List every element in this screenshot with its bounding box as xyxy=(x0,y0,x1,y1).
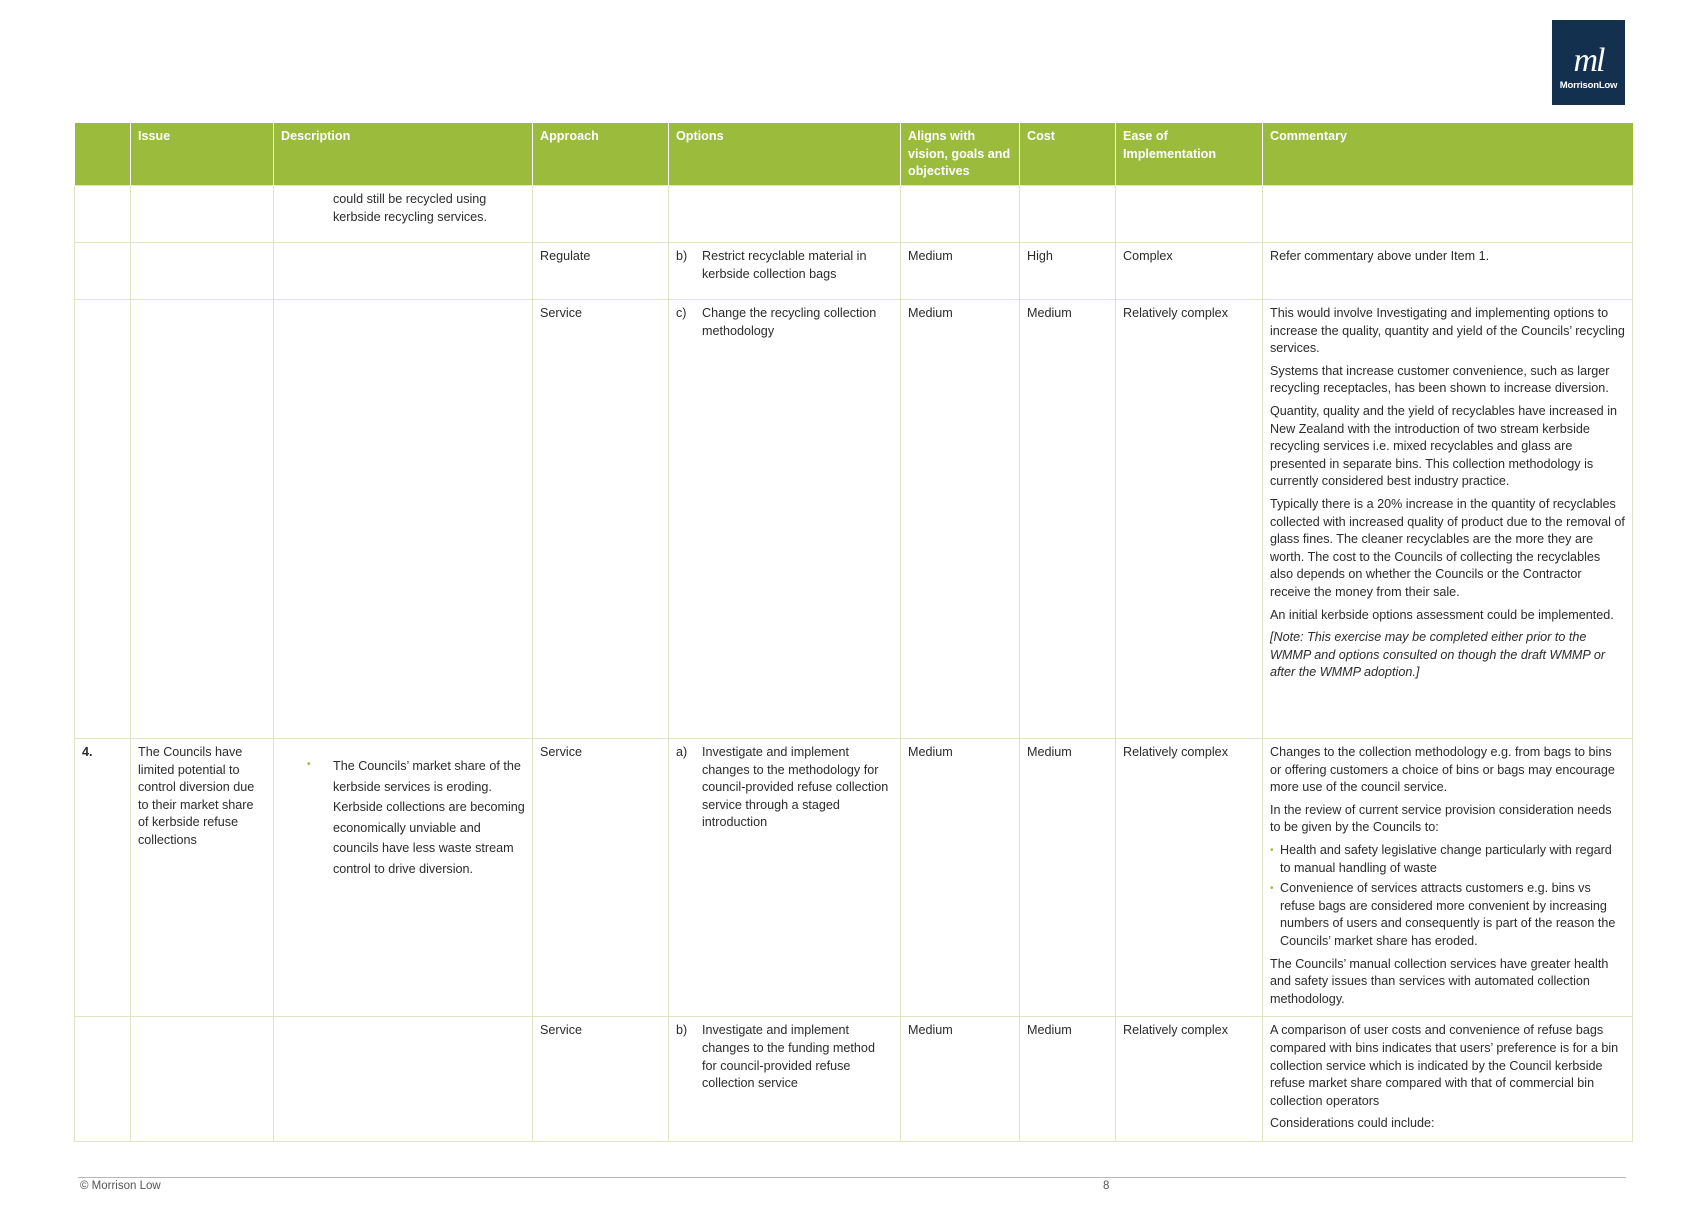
logo-text: MorrisonLow xyxy=(1559,80,1618,91)
commentary-cell xyxy=(1263,1017,1633,1142)
option-letter: b) xyxy=(676,249,688,263)
table-header-row xyxy=(75,123,1633,186)
header-number xyxy=(75,123,131,186)
header-issue: Issue xyxy=(131,123,274,186)
cost-cell: High xyxy=(1020,243,1116,300)
commentary-cell xyxy=(1263,300,1633,739)
description-bullet-item xyxy=(281,756,525,879)
commentary-paragraph: Systems that increase customer convenience, such as larger recycling receptacles, has been shown to increase diversion. xyxy=(1270,363,1610,396)
bullet-icon: • xyxy=(1270,883,1274,895)
header-cost: Cost xyxy=(1020,123,1116,186)
aligns-cell: Medium xyxy=(901,300,1020,739)
table-row xyxy=(75,186,1633,243)
commentary-paragraph: A comparison of user costs and convenience of refuse bags compared with bins indicates that users’ preference is for a bin collection service which is indicated by the Council kerbside refuse market share compared with that of commercial bin collection operators xyxy=(1270,1023,1619,1108)
logo-mark: ml xyxy=(1573,42,1604,79)
header-ease: Ease of Implementation xyxy=(1116,123,1263,186)
options-table xyxy=(74,123,1633,1142)
header-description: Description xyxy=(274,123,533,186)
commentary-cell: Refer commentary above under Item 1. xyxy=(1263,243,1633,300)
option-letter: a) xyxy=(676,745,688,759)
header-options: Options xyxy=(669,123,901,186)
commentary-paragraph: The Councils’ manual collection services have greater health and safety issues than services with automated collection methodology. xyxy=(1270,956,1609,1006)
aligns-cell: Medium xyxy=(901,739,1020,1017)
ease-cell: Relatively complex xyxy=(1116,1017,1263,1142)
option-text: Restrict recyclable material in kerbside collection bags xyxy=(702,249,867,281)
commentary-paragraph: Typically there is a 20% increase in the quantity of recyclables collected with increased quality of product due to the removal of glass fines. The cleaner recyclables are the more they are worth. The cost to the Councils of collecting the recyclables also depends on whether the Councils or the Contractor receive the money from their sale. xyxy=(1270,496,1625,599)
commentary-paragraph: Changes to the collection methodology e.g. from bags to bins or offering customers a choice of bins or bags may encourage more use of the council service. xyxy=(1270,745,1615,795)
item-number: 4. xyxy=(75,739,131,1017)
commentary-paragraph: In the review of current service provision consideration needs to be given by the Councils to: xyxy=(1270,802,1612,835)
issue-cell: The Councils have limited potential to control diversion due to their market share of kerbside refuse collections xyxy=(131,739,274,1017)
approach-cell: Regulate xyxy=(533,243,669,300)
approach-cell: Service xyxy=(533,739,669,1017)
header-approach: Approach xyxy=(533,123,669,186)
commentary-paragraph: Quantity, quality and the yield of recyclables have increased in New Zealand with the introduction of two stream kerbside recycling services i.e. mixed recyclables and glass are presented in separate bins. This collection methodology is currently considered best industry practice. xyxy=(1270,403,1617,489)
list-item-text: Health and safety legislative change particularly with regard to manual handling of waste xyxy=(1280,842,1612,875)
page-number: 8 xyxy=(1103,1180,1110,1192)
option-letter: b) xyxy=(676,1023,688,1038)
approach-cell: Service xyxy=(533,1017,669,1142)
bullet-icon: • xyxy=(307,759,311,770)
option-text: Change the recycling collection methodology xyxy=(702,306,877,338)
bullet-icon: • xyxy=(1270,844,1274,856)
commentary-paragraph: This would involve Investigating and implementing options to increase the quality, quantity and yield of the Councils’ recycling services. xyxy=(1270,306,1625,356)
table-row xyxy=(75,739,1633,1017)
commentary-note: [Note: This exercise may be completed either prior to the WMMP and options consulted on though the draft WMMP or after the WMMP adoption.] xyxy=(1270,630,1606,680)
commentary-paragraph: An initial kerbside options assessment could be implemented. xyxy=(1270,607,1614,622)
commentary-cell xyxy=(1263,739,1633,1017)
ease-cell: Relatively complex xyxy=(1116,739,1263,1017)
commentary-bullet-list xyxy=(1270,842,1625,951)
aligns-cell: Medium xyxy=(901,1017,1020,1142)
footer-divider xyxy=(78,1177,1626,1178)
description-cell: could still be recycled using kerbside recycling services. xyxy=(333,192,487,224)
ease-cell: Complex xyxy=(1116,243,1263,300)
cost-cell: Medium xyxy=(1020,300,1116,739)
approach-cell: Service xyxy=(533,300,669,739)
option-letter: c) xyxy=(676,306,687,320)
header-commentary: Commentary xyxy=(1263,123,1633,186)
list-item xyxy=(1270,842,1625,877)
table-row xyxy=(75,243,1633,300)
header-aligns: Aligns with vision, goals and objectives xyxy=(901,123,1020,186)
table-row xyxy=(75,300,1633,739)
cost-cell: Medium xyxy=(1020,739,1116,1017)
option-text: Investigate and implement changes to the methodology for council-provided refuse collection service through a staged introduction xyxy=(702,745,889,830)
commentary-paragraph: Considerations could include: xyxy=(1270,1116,1435,1131)
list-item xyxy=(1270,880,1625,950)
list-item-text: Convenience of services attracts customers e.g. bins vs refuse bags are considered more convenient by increasing numbers of users and consequently is part of the reason the Councils’ market share has eroded. xyxy=(1280,881,1616,948)
aligns-cell: Medium xyxy=(901,243,1020,300)
ease-cell: Relatively complex xyxy=(1116,300,1263,739)
description-cell: The Councils’ market share of the kerbside services is eroding. Kerbside collections are becoming economically unviable and councils have less waste stream control to drive diversion. xyxy=(333,759,525,876)
table-row xyxy=(75,1017,1633,1142)
cost-cell: Medium xyxy=(1020,1017,1116,1142)
option-text: Investigate and implement changes to the funding method for council-provided refuse collection service xyxy=(702,1023,875,1091)
footer-copyright: © Morrison Low xyxy=(80,1180,161,1192)
morrisonlow-logo xyxy=(1552,20,1625,105)
